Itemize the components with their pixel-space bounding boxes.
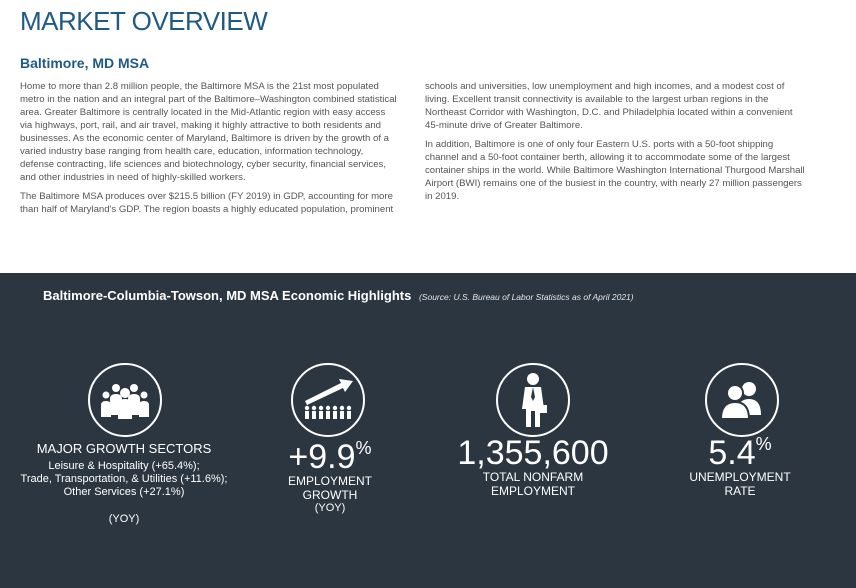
- text-column-left: [20, 80, 400, 222]
- sector-line: Other Services (+27.1%): [63, 486, 185, 498]
- two-people-icon: [705, 363, 779, 437]
- page-title: MARKET OVERVIEW: [20, 6, 268, 36]
- growth-sectors-stat: [10, 441, 238, 526]
- stat-unit: %: [355, 438, 372, 458]
- group-people-icon: [88, 363, 162, 437]
- highlights-source: (Source: U.S. Bureau of Labor Statistics as of April 2021): [418, 292, 634, 302]
- stat-value: +9.9: [288, 438, 356, 476]
- paragraph: Home to more than 2.8 million people, the Baltimore MSA is the 21st most populated metro in the nation and an integral part of the Baltimore–Washington combined statistical area. Greater Baltimore is centrally located in the Mid-Atlantic region with easy access via highways, port, rail, and air travel, making it highly attractive to both residents and businesses. As the economic center of Maryland, Baltimore is driven by the growth of a varied industry base ranging from health care, education, information technology, defense contracting, life sciences and biotechnology, cyber security, financial services, and other industries in need of highly-skilled workers.: [20, 81, 397, 183]
- employment-growth-stat: [250, 440, 410, 515]
- text-column-right: [425, 80, 805, 209]
- stat-label: MAJOR GROWTH SECTORS: [36, 441, 212, 456]
- highlights-title: [43, 288, 634, 303]
- sector-line: Leisure & Hospitality (+65.4%);: [48, 460, 200, 472]
- businessman-icon: [496, 363, 570, 437]
- highlights-heading: Baltimore-Columbia-Towson, MD MSA Economic Highlights: [43, 288, 412, 303]
- paragraph: The Baltimore MSA produces over $215.5 billion (FY 2019) in GDP, accounting for more than half of Maryland's GDP. The region boasts a highly educated population, prominent: [20, 191, 394, 215]
- sector-line: Trade, Transportation, & Utilities (+11.6%);: [20, 473, 228, 485]
- nonfarm-employment-stat: [440, 436, 626, 498]
- growth-arrow-icon: [291, 363, 365, 437]
- paragraph: In addition, Baltimore is one of only four Eastern U.S. ports with a 50-foot shipping channel and a 50-foot container berth, allowing it to accommodate some of the largest container ships in the world. While Baltimore Washington International Thurgood Marshall Airport (BWI) remains one of the busiest in the country, with nearly 27 million passengers in 2019.: [425, 139, 805, 202]
- stat-label: EMPLOYMENT: [287, 474, 372, 488]
- stat-value: 1,355,600: [457, 434, 609, 472]
- stat-label: EMPLOYMENT: [490, 484, 575, 498]
- stat-value: 5.4: [708, 434, 756, 472]
- paragraph: schools and universities, low unemployment and high incomes, and a modest cost of living. Excellent transit connectivity is available to the largest urban regions in the Northeast Corridor with Washington, D.C. and Philadelphia located within a convenient 45-minute drive of Greater Baltimore.: [425, 81, 793, 131]
- stat-label: UNEMPLOYMENT: [689, 470, 791, 484]
- stat-label: TOTAL NONFARM: [482, 470, 584, 484]
- yoy-note: (YOY): [314, 502, 346, 514]
- section-subtitle: Baltimore, MD MSA: [20, 55, 150, 71]
- stat-label: GROWTH: [302, 488, 358, 502]
- stat-label: RATE: [724, 484, 756, 498]
- stat-unit: %: [755, 434, 772, 454]
- yoy-note: (YOY): [108, 513, 140, 525]
- unemployment-stat: [670, 436, 810, 498]
